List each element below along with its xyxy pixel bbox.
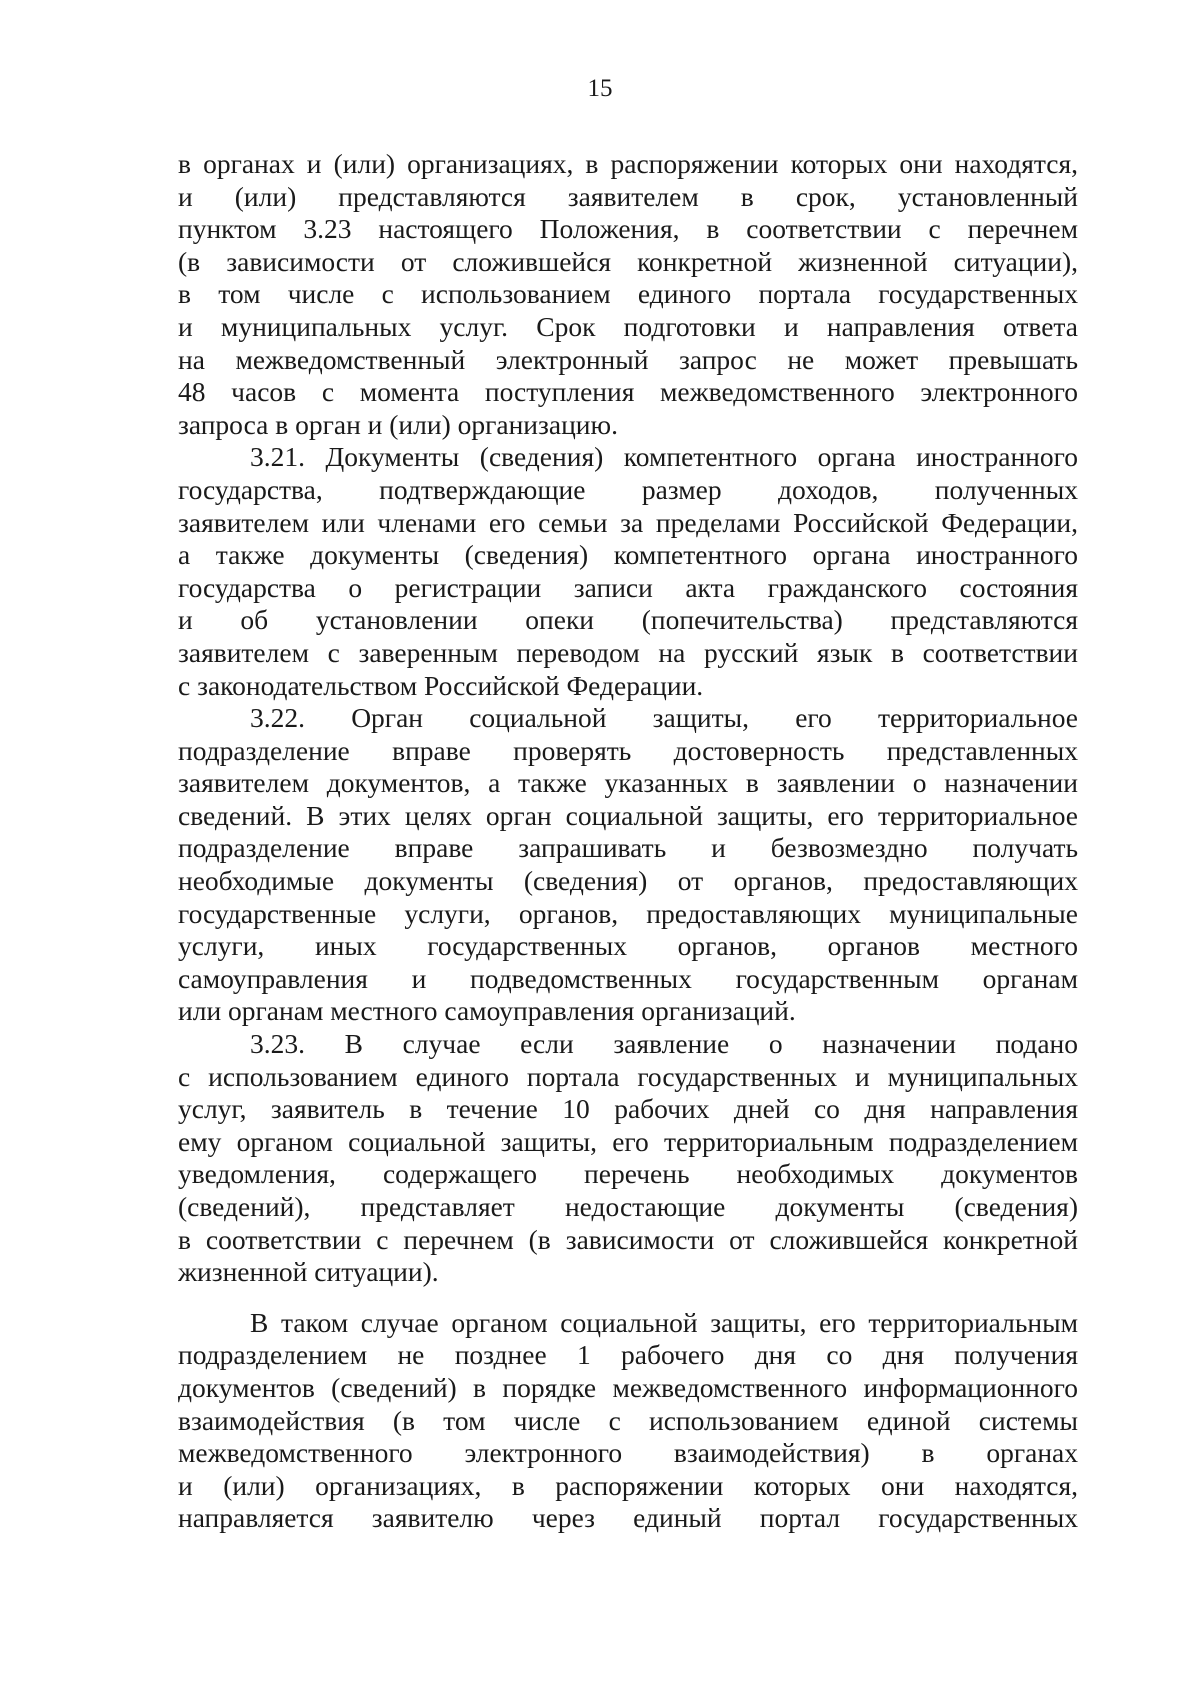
paragraph xyxy=(178,148,1078,441)
text-line: и об установлении опеки (попечительства) представляются xyxy=(178,604,1078,636)
text-line: государственные услуги, органов, предоставляющих муниципальные xyxy=(178,897,1078,929)
text-line: 3.23. В случае если заявление о назначении подано xyxy=(250,1028,1078,1060)
text-line: взаимодействия (в том числе с использованием единой системы xyxy=(178,1404,1078,1436)
paragraph-gap xyxy=(178,1289,1078,1307)
text-line: запроса в орган и (или) организацию. xyxy=(178,408,618,440)
paragraph xyxy=(178,1028,1078,1289)
text-line: подразделением не позднее 1 рабочего дня со дня получения xyxy=(178,1339,1078,1371)
text-line: и (или) представляются заявителем в срок, установленный xyxy=(178,180,1078,212)
text-line: (в зависимости от сложившейся конкретной жизненной ситуации), xyxy=(178,245,1078,277)
text-line: 3.22. Орган социальной защиты, его территориальное xyxy=(250,702,1078,734)
text-line: подразделение вправе запрашивать и безвозмездно получать xyxy=(178,832,1078,864)
text-line: в том числе с использованием единого портала государственных xyxy=(178,278,1078,310)
text-line: услуги, иных государственных органов, органов местного xyxy=(178,930,1078,962)
text-line: сведений. В этих целях орган социальной защиты, его территориальное xyxy=(178,799,1078,831)
text-line: 48 часов с момента поступления межведомственного электронного xyxy=(178,376,1078,408)
document-body xyxy=(178,148,1078,1535)
text-line: и муниципальных услуг. Срок подготовки и направления ответа xyxy=(178,310,1078,342)
paragraph xyxy=(178,441,1078,702)
paragraph xyxy=(178,702,1078,1028)
text-line: направляется заявителю через единый портал государственных xyxy=(178,1502,1078,1534)
text-line: услуг, заявитель в течение 10 рабочих дней со дня направления xyxy=(178,1093,1078,1125)
text-line: заявителем с заверенным переводом на русский язык в соответствии xyxy=(178,636,1078,668)
text-line: межведомственного электронного взаимодействия) в органах xyxy=(178,1437,1078,1469)
text-line: самоуправления и подведомственных государственным органам xyxy=(178,962,1078,994)
text-line: государства, подтверждающие размер доходов, полученных xyxy=(178,473,1078,505)
text-line: жизненной ситуации). xyxy=(178,1256,439,1288)
text-line: пунктом 3.23 настоящего Положения, в соответствии с перечнем xyxy=(178,213,1078,245)
text-line: заявителем документов, а также указанных в заявлении о назначении xyxy=(178,767,1078,799)
text-line: подразделение вправе проверять достоверность представленных xyxy=(178,734,1078,766)
text-line: 3.21. Документы (сведения) компетентного органа иностранного xyxy=(250,441,1078,473)
text-line: а также документы (сведения) компетентного органа иностранного xyxy=(178,539,1078,571)
text-line: государства о регистрации записи акта гражданского состояния xyxy=(178,571,1078,603)
text-line: с законодательством Российской Федерации. xyxy=(178,669,704,701)
text-line: необходимые документы (сведения) от органов, предоставляющих xyxy=(178,865,1078,897)
text-line: ему органом социальной защиты, его территориальным подразделением xyxy=(178,1125,1078,1157)
text-line: заявителем или членами его семьи за пределами Российской Федерации, xyxy=(178,506,1078,538)
text-line: (сведений), представляет недостающие документы (сведения) xyxy=(178,1191,1078,1222)
text-line: на межведомственный электронный запрос не может превышать xyxy=(178,343,1078,375)
text-line: в органах и (или) организациях, в распоряжении которых они находятся, xyxy=(178,148,1078,179)
paragraph xyxy=(178,1307,1078,1535)
text-line: В таком случае органом социальной защиты, его территориальным xyxy=(250,1306,1078,1338)
page-number: 15 xyxy=(587,75,613,102)
text-line: документов (сведений) в порядке межведомственного информационного xyxy=(178,1371,1078,1403)
text-line: с использованием единого портала государственных и муниципальных xyxy=(178,1060,1078,1092)
text-line: уведомления, содержащего перечень необходимых документов xyxy=(178,1158,1078,1190)
text-line: или органам местного самоуправления организаций. xyxy=(178,995,796,1027)
text-line: в соответствии с перечнем (в зависимости от сложившейся конкретной xyxy=(178,1223,1078,1255)
text-line: и (или) организациях, в распоряжении которых они находятся, xyxy=(178,1469,1078,1501)
